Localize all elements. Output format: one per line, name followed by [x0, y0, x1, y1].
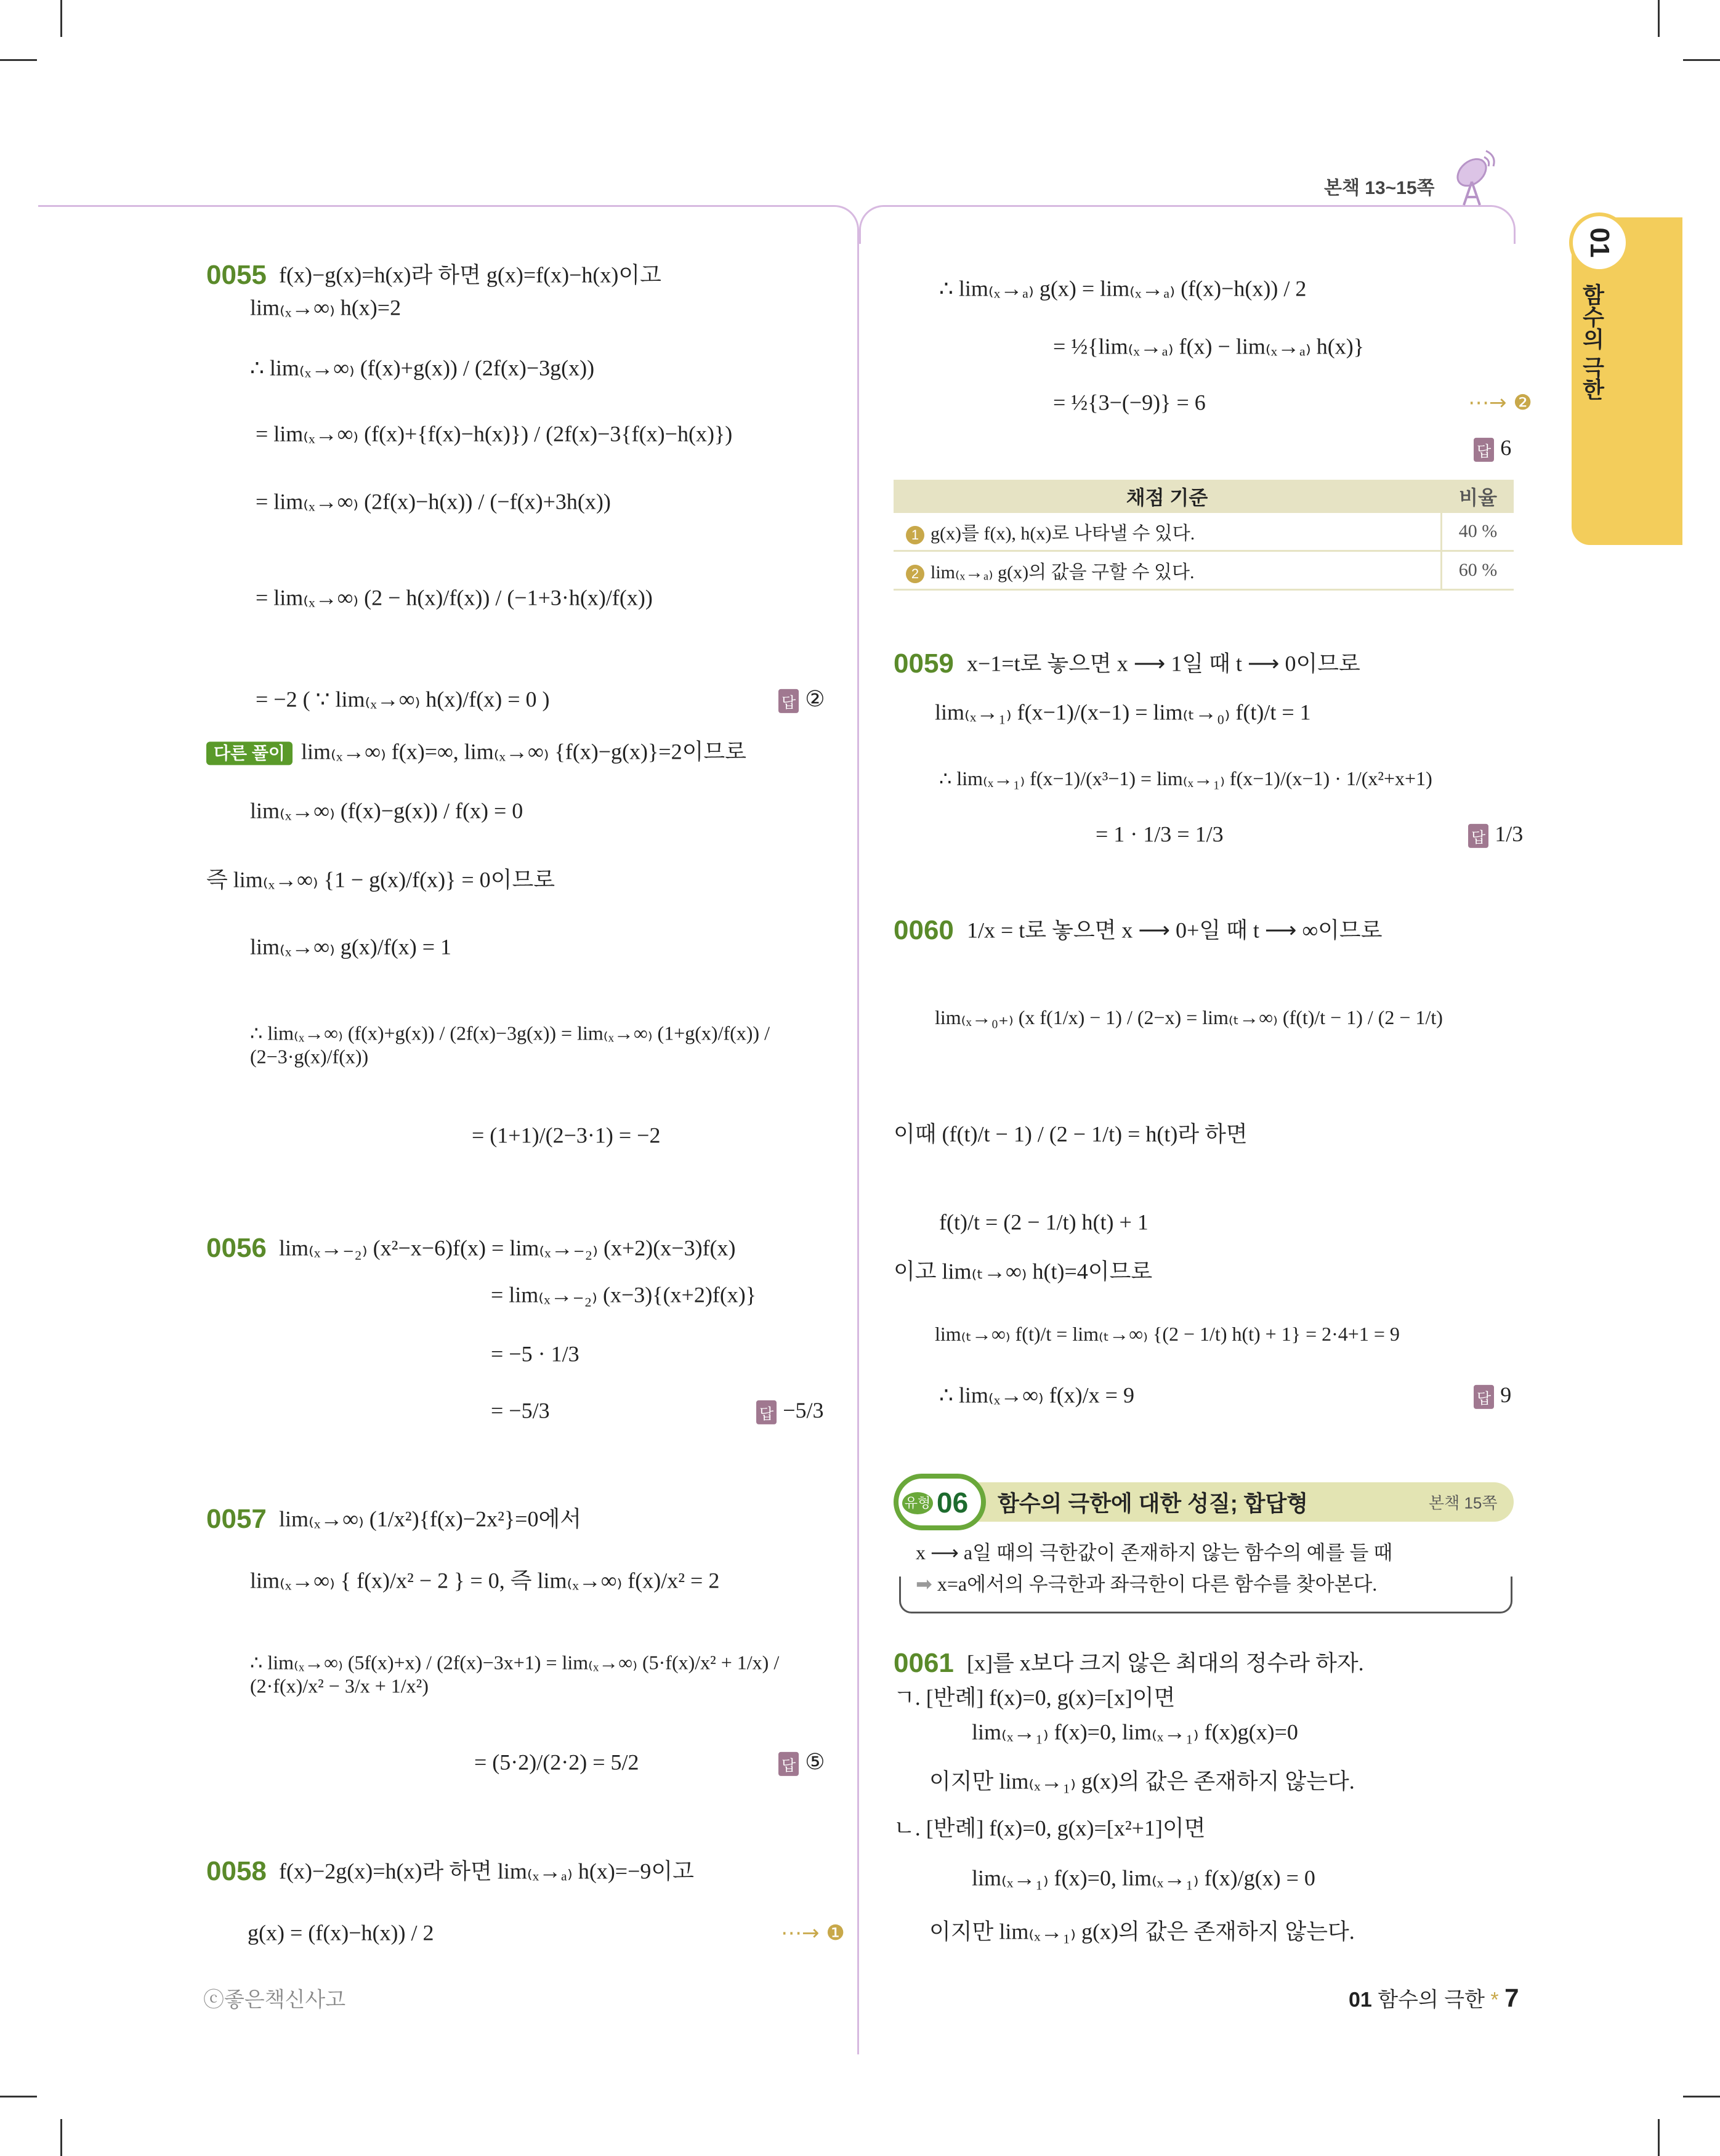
publisher-copyright: ⓒ좋은책신사고 [203, 1988, 346, 2012]
solution-text: lim₍ₓ→∞₎ f(x)=∞, lim₍ₓ→∞₎ {f(x)−g(x)}=2이므로 [301, 739, 746, 764]
solution-line: = 1 · 1/3 = 1/3 [1096, 822, 1224, 847]
rubric-ratio: 60 % [1442, 551, 1514, 590]
rubric-criterion: g(x)를 f(x), h(x)로 나타낼 수 있다. [931, 523, 1195, 544]
answer-icon: 답 [1468, 824, 1488, 848]
solution-line: = −5 · 1/3 [491, 1341, 579, 1367]
answer [1474, 1382, 1511, 1409]
solution-line: x−1=t로 놓으면 x ⟶ 1일 때 t ⟶ 0이므로 [967, 651, 1360, 676]
solution-line: f(x)−g(x)=h(x)라 하면 g(x)=f(x)−h(x)이고 [279, 262, 661, 288]
solution-line: lim₍ₓ→∞₎ (1/x²){f(x)−2x²}=0에서 [279, 1506, 582, 1532]
solution-line: lim₍ₓ→₁₎ f(x)=0, lim₍ₓ→₁₎ f(x)/g(x) = 0 [972, 1865, 1315, 1891]
solution-line: f(x)−2g(x)=h(x)라 하면 lim₍ₓ→ₐ₎ h(x)=−9이고 [279, 1859, 694, 1884]
type-badge-label: 유형 [902, 1492, 933, 1514]
answer-value: 9 [1500, 1382, 1512, 1407]
type-badge-number: 06 [937, 1487, 969, 1519]
solution-line: lim₍ₓ→∞₎ h(x)=2 [250, 295, 402, 320]
chapter-number: 01 [1569, 212, 1629, 273]
solution-line: ∴ lim₍ₓ→∞₎ f(x)/x = 9 [939, 1383, 1134, 1408]
solution-line: f(t)/t = (2 − 1/t) h(t) + 1 [939, 1209, 1149, 1235]
step-marker-2: ⋯→ ❷ [1468, 390, 1532, 415]
answer-icon: 답 [1474, 1385, 1494, 1409]
solution-line: = lim₍ₓ→∞₎ (2f(x)−h(x)) / (−f(x)+3h(x)) [256, 489, 611, 514]
rubric-ratio: 40 % [1442, 513, 1514, 551]
footer-chapter-title: 함수의 극한 [1378, 1988, 1485, 2012]
solution-line: 이고 lim₍ₜ→∞₎ h(t)=4이므로 [894, 1259, 1153, 1284]
type-book-reference: 본책 15쪽 [1429, 1493, 1498, 1512]
answer-icon: 답 [778, 1752, 799, 1776]
solution-line: lim₍ₓ→₁₎ f(x−1)/(x−1) = lim₍ₜ→₀₎ f(t)/t = 1 [935, 700, 1311, 725]
solution-line: 1/x = t로 놓으면 x ⟶ 0+일 때 t ⟶ ∞이므로 [967, 918, 1383, 943]
type-guide-line: x ⟶ a일 때의 극한값이 존재하지 않는 함수의 예를 들 때 [916, 1541, 1393, 1564]
solution-line: 이지만 lim₍ₓ→₁₎ g(x)의 값은 존재하지 않는다. [929, 1919, 1355, 1944]
solution-line: lim₍ₓ→∞₎ g(x)/f(x) = 1 [250, 934, 452, 959]
type-badge [894, 1474, 986, 1530]
solution-line: = lim₍ₓ→₋₂₎ (x−3){(x+2)f(x)} [491, 1282, 757, 1307]
answer-value: 1/3 [1495, 821, 1524, 846]
answer-icon: 답 [756, 1400, 777, 1424]
arrow-right-icon: ➡ [916, 1572, 937, 1595]
answer [778, 1749, 825, 1776]
crop-mark [1658, 0, 1660, 37]
answer [778, 686, 825, 713]
type-box-bracket [899, 1577, 1512, 1613]
rubric-criterion: lim₍ₓ→ₐ₎ g(x)의 값을 구할 수 있다. [931, 562, 1195, 583]
right-column-frame [859, 205, 1516, 244]
solution-line: ∴ lim₍ₓ→∞₎ (5f(x)+x) / (2f(x)−3x+1) = lim₍ₓ→∞₎ (5·f(x)/x² + 1/x) / (2·f(x)/x² − 3/x + 1/x²) [250, 1651, 780, 1697]
page-footer [1349, 1983, 1519, 2013]
crop-mark [1658, 2119, 1660, 2156]
problem-number-0057: 0057 [206, 1504, 267, 1534]
answer-icon: 답 [1474, 438, 1494, 462]
step-circle: 1 [906, 526, 924, 544]
problem-number-0059: 0059 [894, 648, 954, 679]
rubric-row [894, 551, 1514, 590]
solution-line: = (1+1)/(2−3·1) = −2 [472, 1123, 661, 1148]
solution-line: [x]를 x보다 크지 않은 최대의 정수라 하자. [967, 1650, 1364, 1676]
rubric-header-criterion: 채점 기준 [894, 480, 1442, 513]
solution-line: = −2 ( ∵ lim₍ₓ→∞₎ h(x)/f(x) = 0 ) [256, 687, 550, 712]
crop-mark [60, 0, 62, 37]
answer-value: ⑤ [805, 1749, 825, 1774]
solution-line: ∴ lim₍ₓ→ₐ₎ g(x) = lim₍ₓ→ₐ₎ (f(x)−h(x)) / 2 [939, 276, 1307, 301]
crop-mark [0, 2096, 37, 2097]
solution-line: = ½{lim₍ₓ→ₐ₎ f(x) − lim₍ₓ→ₐ₎ h(x)} [1053, 334, 1365, 359]
footer-chapter-number: 01 [1349, 1988, 1372, 2012]
solution-line: 이지만 lim₍ₓ→₁₎ g(x)의 값은 존재하지 않는다. [929, 1769, 1355, 1794]
chapter-label: 함수의 극한 [1580, 283, 1605, 401]
answer [1468, 821, 1523, 848]
satellite-dish-icon [1450, 145, 1500, 206]
solution-line: 이때 (f(t)/t − 1) / (2 − 1/t) = h(t)라 하면 [894, 1121, 1248, 1147]
answer-value: ② [805, 686, 825, 711]
solution-line: lim₍ₓ→₁₎ f(x)=0, lim₍ₓ→₁₎ f(x)g(x)=0 [972, 1719, 1298, 1745]
problem-number-0061: 0061 [894, 1648, 954, 1678]
solution-line: lim₍ₓ→₋₂₎ (x²−x−6)f(x) = lim₍ₓ→₋₂₎ (x+2)(x−3)f(x) [279, 1235, 736, 1261]
solution-line: lim₍ₜ→∞₎ f(t)/t = lim₍ₜ→∞₎ {(2 − 1/t) h(t) + 1} = 2·4+1 = 9 [935, 1322, 1400, 1345]
answer-value: −5/3 [783, 1397, 824, 1423]
scoring-rubric-table [894, 480, 1514, 591]
answer [756, 1397, 824, 1424]
solution-line: lim₍ₓ→₀₊₎ (x f(1/x) − 1) / (2−x) = lim₍ₜ→∞₎ (f(t)/t − 1) / (2 − 1/t) [935, 1006, 1443, 1028]
type-guide-line: ➡ x=a에서의 우극한과 좌극한이 다른 함수를 찾아본다. [916, 1572, 1378, 1595]
alt-solution-line [206, 738, 746, 765]
alt-solution-badge: 다른 풀이 [206, 741, 293, 765]
step-marker-1: ⋯→ ❶ [781, 1921, 845, 1945]
solution-line: lim₍ₓ→∞₎ { f(x)/x² − 2 } = 0, 즉 lim₍ₓ→∞₎ f(x)/x² = 2 [250, 1568, 720, 1593]
solution-line: ∴ lim₍ₓ→∞₎ (f(x)+g(x)) / (2f(x)−3g(x)) [250, 355, 595, 381]
footer-star-icon: * [1490, 1988, 1499, 2012]
solution-line: = −5/3 [491, 1398, 550, 1423]
solution-line: = lim₍ₓ→∞₎ (2 − h(x)/f(x)) / (−1+3·h(x)/f(x)) [256, 585, 653, 610]
type-title: 함수의 극한에 대한 성질; 합답형 [998, 1490, 1309, 1516]
crop-mark [0, 59, 37, 61]
solution-line: = ½{3−(−9)} = 6 [1053, 390, 1206, 415]
crop-mark [1683, 2096, 1720, 2097]
solution-line: = (5·2)/(2·2) = 5/2 [474, 1750, 639, 1775]
solution-line: ∴ lim₍ₓ→₁₎ f(x−1)/(x³−1) = lim₍ₓ→₁₎ f(x−1)/(x−1) · 1/(x²+x+1) [939, 767, 1432, 789]
rubric-header-ratio: 비율 [1442, 480, 1514, 513]
solution-line: = lim₍ₓ→∞₎ (f(x)+{f(x)−h(x)}) / (2f(x)−3{f(x)−h(x)}) [256, 421, 733, 446]
solution-line: g(x) = (f(x)−h(x)) / 2 [248, 1920, 434, 1945]
problem-number-0056: 0056 [206, 1233, 267, 1263]
solution-line: ㄴ. [반례] f(x)=0, g(x)=[x²+1]이면 [894, 1815, 1206, 1841]
solution-line: ㄱ. [반례] f(x)=0, g(x)=[x]이면 [894, 1685, 1176, 1710]
problem-number-0060: 0060 [894, 915, 954, 945]
answer-icon: 답 [778, 689, 799, 713]
solution-line: 즉 lim₍ₓ→∞₎ {1 − g(x)/f(x)} = 0이므로 [206, 867, 555, 892]
solution-line: ∴ lim₍ₓ→∞₎ (f(x)+g(x)) / (2f(x)−3g(x)) = lim₍ₓ→∞₎ (1+g(x)/f(x)) / (2−3·g(x)/f(x)) [250, 1022, 770, 1068]
book-reference: 본책 13~15쪽 [1324, 178, 1435, 198]
problem-number-0055: 0055 [206, 260, 267, 290]
step-circle: 2 [906, 565, 924, 583]
solution-line: lim₍ₓ→∞₎ (f(x)−g(x)) / f(x) = 0 [250, 798, 523, 823]
rubric-row [894, 513, 1514, 551]
problem-number-0058: 0058 [206, 1856, 267, 1886]
crop-mark [60, 2119, 62, 2156]
answer [1474, 435, 1511, 462]
answer-value: 6 [1500, 435, 1512, 460]
crop-mark [1683, 59, 1720, 61]
left-column-frame [38, 205, 859, 2054]
page-number: 7 [1504, 1983, 1519, 2013]
